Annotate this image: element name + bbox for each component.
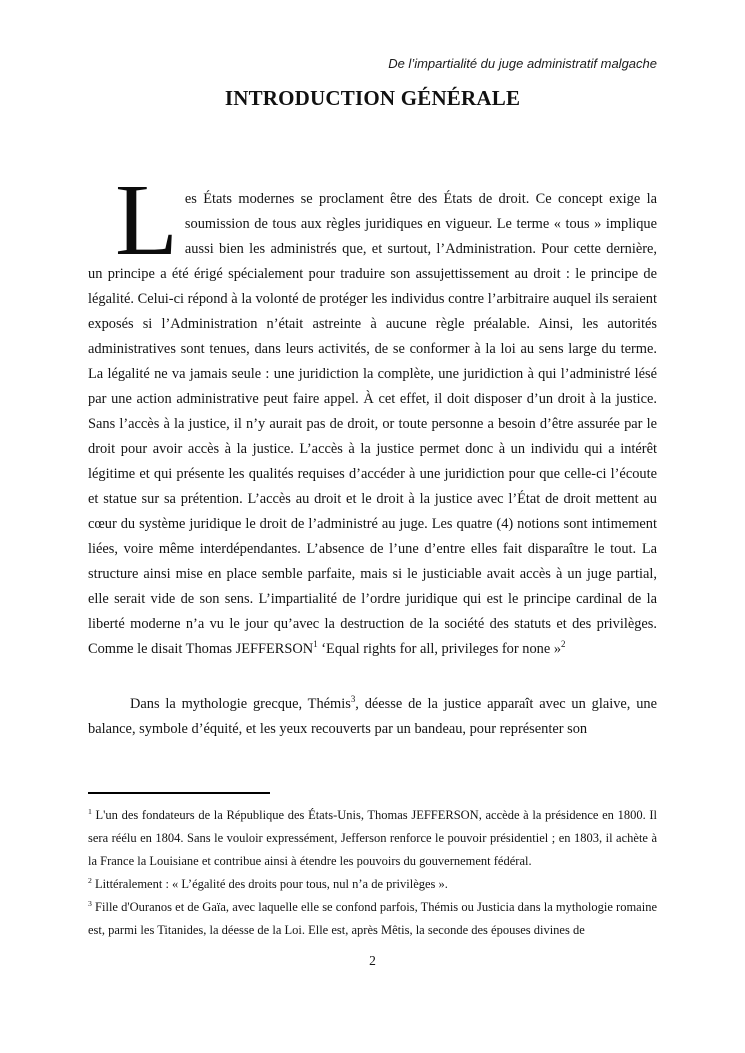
footnote-3 <box>88 896 657 942</box>
paragraph-1-text: es États modernes se proclament être des États de droit. Ce concept exige la soumission de tous aux règles juridiques en vigueur. Le terme « tous » implique aussi bien les administrés que, et surtout, l’Administration. Pour cette dernière, un principe a été érigé spécialement pour traduire son assujettissement au droit : le principe de légalité. Celui-ci répond à la volonté de protéger les individus contre l’arbitraire auquel ils seraient exposés si l’Administration n’était astreinte à aucune règle préalable. Ainsi, les autorités administratives sont tenues, dans leurs activités, de se conformer à la loi au sens large du terme. La légalité ne va jamais seule : une juridiction la complète, une juridiction à qui l’administré lésé par une action administrative peut faire appel. À cet effet, il doit disposer d’un droit à la justice. Sans l’accès à la justice, il n’y aurait pas de droit, or toute personne a besoin d’être assurée par le droit pour avoir accès à la justice. L’accès à la justice permet donc à un individu qui a intérêt légitime et qui présente les qualités requises d’accéder à une juridiction pour que celle-ci l’écoute et statue sur sa prétention. L’accès au droit et le droit à la justice avec l’État de droit mettent au cœur du système juridique le droit de l’administré au juge. Les quatre (4) notions sont intimement liées, voire même interdépendantes. L’absence de l’une d’entre elles fait disparaître le tout. La structure ainsi mise en place semble parfaite, mais si le justiciable avait accès à un juge partial, elle serait vide de son sens. L’impartialité de l’ordre juridique qui est le principe cardinal de la liberté moderne n’a vu le jour qu’avec la destruction de la société des statuts et des privilèges. Comme le disait Thomas JEFFERSON <box>88 191 657 657</box>
footnote-ref-3: 3 <box>350 694 356 705</box>
running-header: De l’impartialité du juge administratif malgache <box>388 56 657 71</box>
footnote-3-text: Fille d'Ouranos et de Gaïa, avec laquelle elle se confond parfois, Thémis ou Justicia dans la mythologie romaine est, parmi les Titanides, la déesse de la Loi. Elle est, après Mêtis, la seconde des épouses divines de <box>88 900 657 937</box>
paragraph-1-quote: ‘Equal rights for all, privileges for none » <box>317 641 562 657</box>
page-title: INTRODUCTION GÉNÉRALE <box>224 86 521 110</box>
footnote-2-text: Littéralement : « L’égalité des droits pour tous, nul n’a de privilèges ». <box>95 877 448 891</box>
paragraph-2-text-cont: , déesse de la justice apparaît avec un glaive, une balance, symbole d’équité, et les yeux recouverts par un bandeau, pour représenter son <box>88 696 657 737</box>
footnote-1 <box>88 804 657 873</box>
footnote-ref-2: 2 <box>561 639 566 650</box>
page-number: 2 <box>369 953 376 968</box>
footnote-1-number: 1 <box>88 806 92 816</box>
footnote-2 <box>88 873 657 896</box>
paragraph-themis <box>88 692 657 742</box>
footnotes-section <box>88 804 657 942</box>
paragraph-2-text: Dans la mythologie grecque, Thémis <box>130 696 351 712</box>
footnote-1-text: L'un des fondateurs de la République des États-Unis, Thomas JEFFERSON, accède à la présidence en 1800. Il sera réélu en 1804. Sans le vouloir expressément, Jefferson renforce le pouvoir présidentiel ; en 1803, il achète à la France la Louisiane et contribue ainsi à étendre les pouvoirs du gouvernement fédéral. <box>88 808 658 868</box>
drop-cap-letter: L <box>115 187 178 277</box>
footnote-2-number: 2 <box>88 875 92 885</box>
footnote-separator <box>88 792 270 794</box>
footnote-ref-1: 1 <box>313 639 318 650</box>
paragraph-intro <box>88 187 657 662</box>
body-text <box>88 187 657 788</box>
footnote-3-number: 3 <box>88 898 92 908</box>
